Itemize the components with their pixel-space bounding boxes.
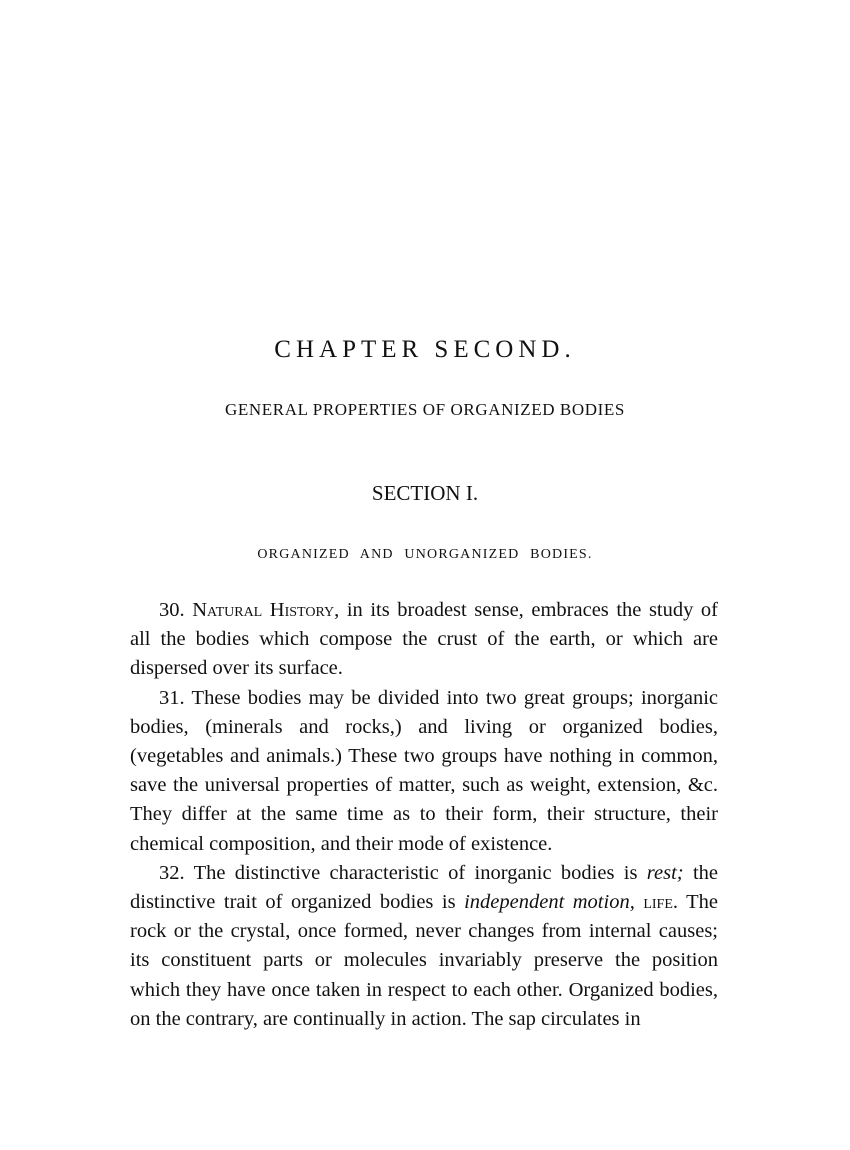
paragraph-number: 30. (159, 599, 185, 621)
paragraph-31 (130, 684, 718, 859)
section-title: SECTION I. (371, 481, 479, 505)
paragraph-text: The rock or the crystal, once formed, never changes from internal causes; its constituent parts or molecules invariably preserve the position which they have once taken in respect to each other. Organized bodies, on the contrary, are continually in action. The sap circulates in (130, 891, 719, 1030)
paragraph-number: 32. (159, 861, 185, 884)
section-subtitle: ORGANIZED AND UNORGANIZED BODIES. (257, 547, 593, 562)
paragraph-smallcaps: life. (643, 891, 679, 914)
chapter-title: CHAPTER SECOND. (274, 336, 576, 363)
paragraph-30 (130, 596, 718, 684)
paragraph-italic: rest; (646, 861, 684, 884)
chapter-subtitle: GENERAL PROPERTIES OF ORGANIZED BODIES (225, 400, 625, 419)
paragraph-32 (130, 859, 718, 1034)
paragraph-text: The distinctive characteristic of inorganic bodies is (184, 861, 647, 884)
paragraph-text: the distinctive trait of organized bodies is (130, 861, 719, 914)
paragraph-text: in its broadest sense, embraces the study of all the bodies which compose the crust of the earth, or which are dispersed over its surface. (130, 599, 719, 680)
paragraph-text: These bodies may be divided into two great groups; inorganic bodies, (minerals and rocks,) and living or organized bodies, (vegetables and animals.) These two groups have nothing in common, save the universal properties of matter, such as weight, extension, &c. They differ at the same time as to their form, their structure, their chemical composition, and their mode of existence. (130, 686, 718, 855)
paragraph-number: 31. (159, 686, 185, 709)
paragraph-italic: independent motion, (464, 891, 635, 914)
body-text (130, 596, 718, 1034)
paragraph-smallcaps: Natural History, (192, 599, 340, 621)
